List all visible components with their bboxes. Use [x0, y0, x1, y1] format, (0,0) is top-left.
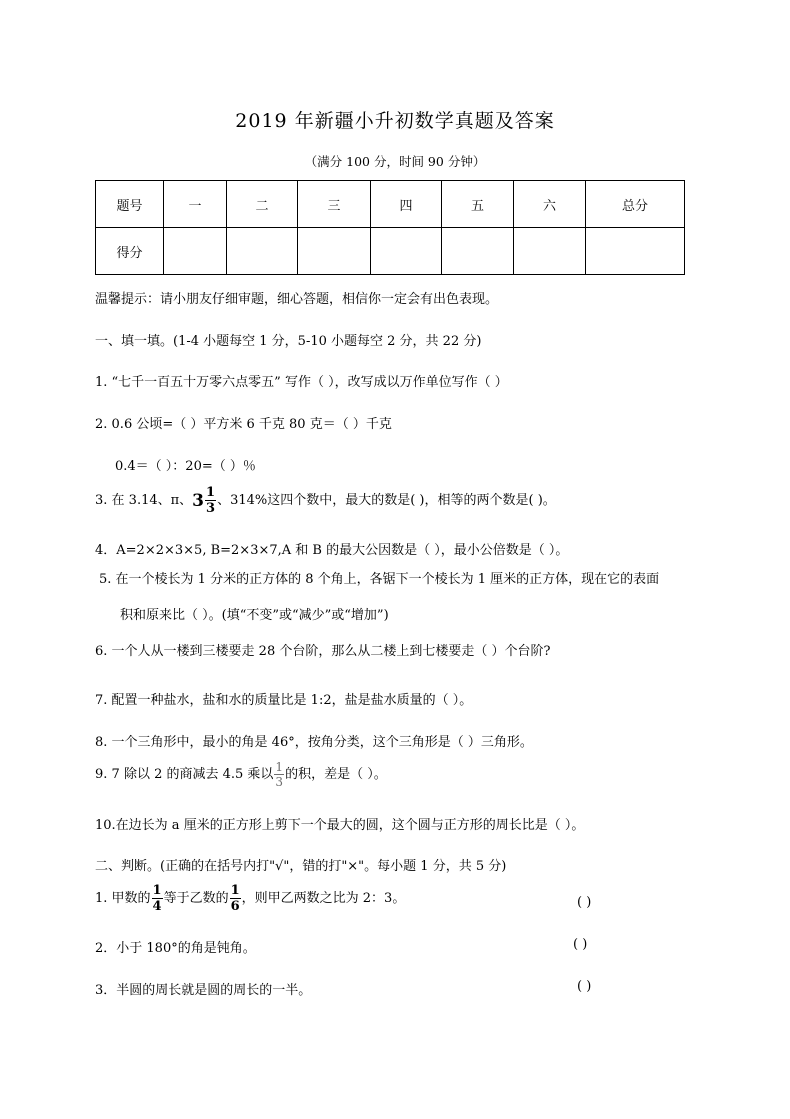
question-9: [95, 761, 387, 788]
question-2a: 2. 0.6 公顷=（ ）平方米 6 千克 80 克＝（ ）千克: [95, 417, 392, 432]
fraction-denominator: 3: [275, 775, 284, 789]
score-table-score-row: [96, 228, 685, 275]
judge-3-answer-paren[interactable]: ( ): [577, 979, 592, 994]
fraction-numerator: 1: [206, 485, 216, 500]
score-cell[interactable]: [514, 228, 586, 275]
section1-heading: 一、填一填。(1-4 小题每空 1 分，5-10 小题每空 2 分，共 22 分): [95, 334, 482, 349]
score-cell[interactable]: [164, 228, 227, 275]
section2-heading: 二、判断。(正确的在括号内打"√"，错的打"×"。每小题 1 分，共 5 分): [95, 859, 507, 874]
question-5a: 5. 在一个棱长为 1 分米的正方体的 8 个角上，各锯下一个棱长为 1 厘米的正方体，现在它的表面: [99, 572, 660, 587]
judge-2: 2．小于 180°的角是钝角。: [95, 941, 256, 956]
mixed-fraction: [192, 486, 217, 515]
score-table-header-cell: 六: [514, 181, 586, 228]
score-table-header-cell: 一: [164, 181, 227, 228]
question-3-text-post: 、314%这四个数中，最大的数是( )，相等的两个数是( )。: [217, 493, 556, 508]
tip-text: 温馨提示：请小朋友仔细审题，细心答题，相信你一定会有出色表现。: [95, 292, 499, 307]
mixed-fraction-whole: 3: [192, 490, 205, 511]
judge-1-text-pre: 1. 甲数的: [95, 891, 151, 906]
score-table-header-cell: 三: [298, 181, 371, 228]
score-table-header-row: [96, 181, 685, 228]
score-table: [95, 180, 685, 275]
page-title: 2019 年新疆小升初数学真题及答案: [235, 110, 555, 132]
fraction: [274, 761, 284, 788]
score-cell[interactable]: [371, 228, 442, 275]
fraction-numerator: 1: [230, 883, 240, 898]
judge-1-answer-paren[interactable]: ( ): [577, 895, 592, 910]
question-10: 10.在边长为 a 厘米的正方形上剪下一个最大的圆，这个圆与正方形的周长比是（ ）。: [95, 818, 585, 833]
score-table-header-cell: 二: [227, 181, 298, 228]
score-cell[interactable]: [442, 228, 514, 275]
score-cell[interactable]: [586, 228, 685, 275]
score-table-header-cell: 总分: [586, 181, 685, 228]
judge-1: [95, 884, 405, 913]
score-cell[interactable]: [298, 228, 371, 275]
fraction: [230, 884, 241, 913]
question-5b: 积和原来比（ ）。(填“不变”或“减少”或“增加”): [120, 608, 389, 623]
score-cell[interactable]: [227, 228, 298, 275]
fraction-denominator: 3: [206, 501, 216, 516]
question-4: 4．A=2×2×3×5, B=2×3×7,A 和 B 的最大公因数是（ ），最小公倍数是（ ）。: [95, 543, 569, 558]
fraction-numerator: 1: [275, 760, 284, 774]
exam-subtitle: （满分 100 分，时间 90 分钟）: [304, 154, 486, 169]
question-3-text-pre: 3. 在 3.14、π、: [95, 493, 193, 508]
question-3: [95, 486, 556, 515]
fraction-denominator: 6: [230, 899, 240, 914]
score-table-header-cell: 四: [371, 181, 442, 228]
question-6: 6. 一个人从一楼到三楼要走 28 个台阶，那么从二楼上到七楼要走（ ）个台阶?: [95, 644, 551, 659]
question-9-text-pre: 9. 7 除以 2 的商减去 4.5 乘以: [95, 767, 274, 782]
score-row-label: 得分: [96, 228, 164, 275]
judge-3: 3．半圆的周长就是圆的周长的一半。: [95, 983, 312, 998]
question-7: 7. 配置一种盐水，盐和水的质量比是 1:2，盐是盐水质量的（ ）。: [95, 693, 473, 708]
fraction-denominator: 4: [152, 899, 162, 914]
fraction: [152, 884, 163, 913]
question-1: 1. “七千一百五十万零六点零五” 写作（ ），改写成以万作单位写作（ ）: [95, 375, 508, 390]
score-table-header-cell: 题号: [96, 181, 164, 228]
question-8: 8. 一个三角形中，最小的角是 46°，按角分类，这个三角形是（ ）三角形。: [95, 735, 533, 750]
judge-2-answer-paren[interactable]: ( ): [573, 937, 588, 952]
fraction: [205, 486, 216, 515]
question-2b: 0.4＝（ ）：20=（ ）％: [115, 459, 256, 474]
judge-1-text-post: ，则甲乙两数之比为 2：3。: [241, 891, 406, 906]
judge-1-text-mid: 等于乙数的: [163, 891, 229, 906]
score-table-header-cell: 五: [442, 181, 514, 228]
fraction-numerator: 1: [152, 883, 162, 898]
question-9-text-post: 的积，差是（ ）。: [285, 767, 387, 782]
